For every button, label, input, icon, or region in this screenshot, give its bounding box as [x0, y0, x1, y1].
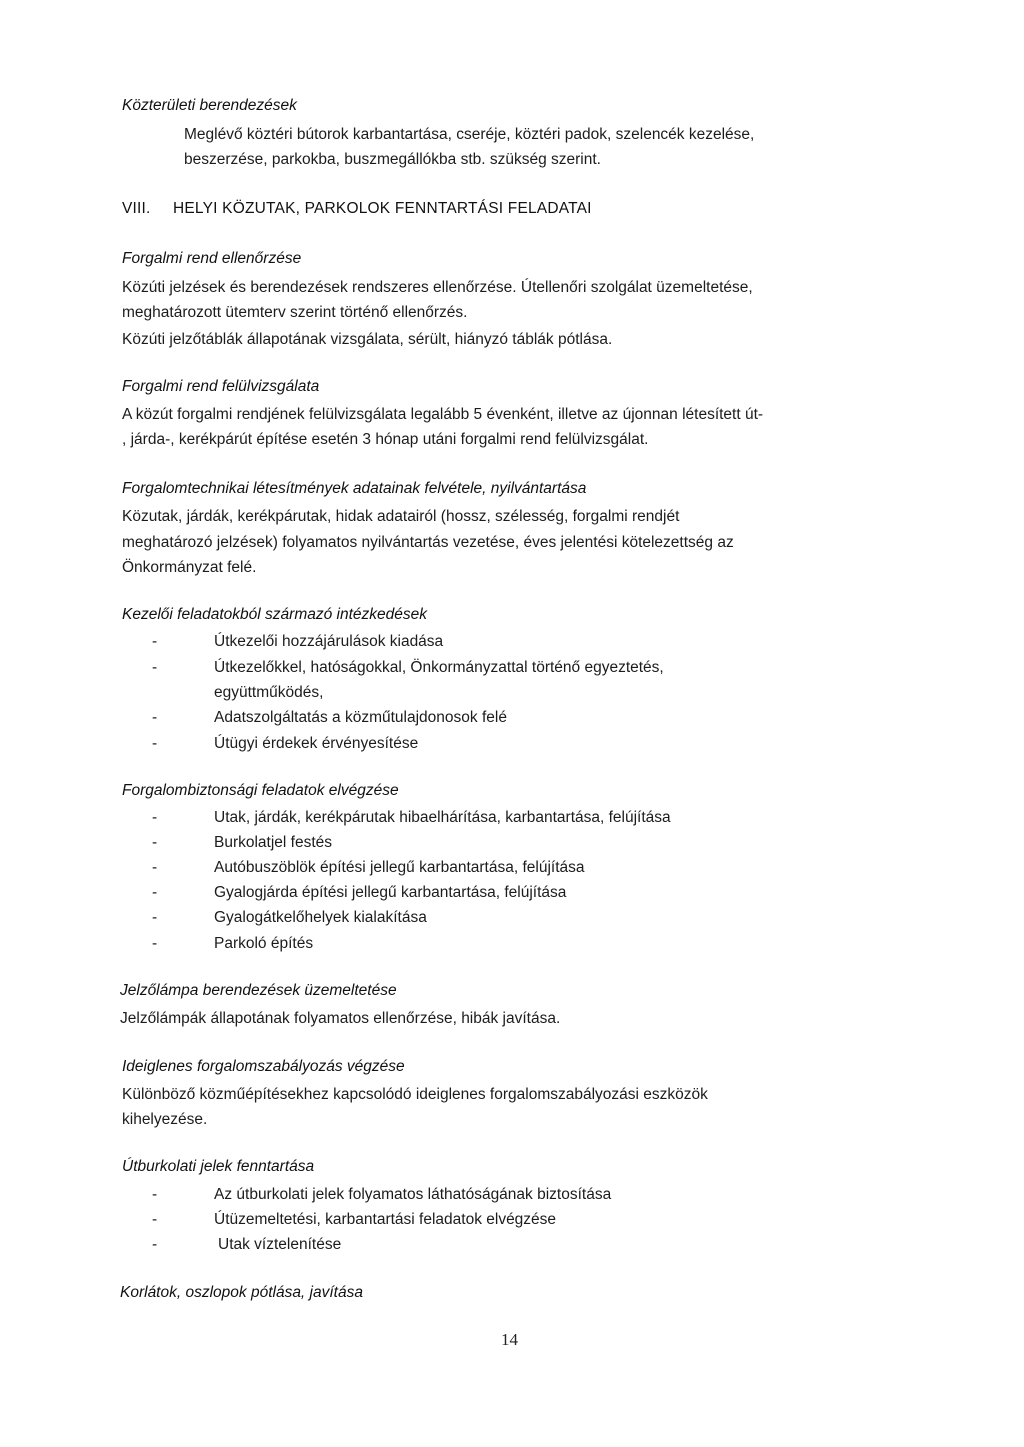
paragraph-line: Közúti jelzések és berendezések rendszeres ellenőrzése. Útellenőri szolgálat üzemeltetése,	[122, 279, 753, 296]
list-dash: -	[152, 935, 158, 952]
paragraph-line: meghatározott ütemterv szerint történő ellenőrzés.	[122, 304, 468, 321]
section-heading-utburkolati: Útburkolati jelek fenntartása	[122, 1158, 315, 1175]
list-item-continuation: együttműködés,	[214, 684, 324, 701]
list-dash: -	[152, 1186, 158, 1203]
list-item: Útügyi érdekek érvényesítése	[214, 735, 419, 752]
section-heading-kozteruleti: Közterületi berendezések	[122, 97, 297, 114]
list-item: Burkolatjel festés	[214, 834, 333, 851]
section-heading-forgalmi-rend-felulvizsgalata: Forgalmi rend felülvizsgálata	[122, 378, 320, 395]
list-dash: -	[152, 884, 158, 901]
list-item: Gyalogátkelőhelyek kialakítása	[214, 909, 427, 926]
chapter-number: VIII.	[122, 200, 151, 217]
list-item: Útkezelőkkel, hatóságokkal, Önkormányzattal történő egyeztetés,	[214, 659, 664, 676]
paragraph-line: meghatározó jelzések) folyamatos nyilvántartás vezetése, éves jelentési kötelezettség az	[122, 534, 734, 551]
section-heading-ideiglenes: Ideiglenes forgalomszabályozás végzése	[122, 1058, 405, 1075]
paragraph-line: Közúti jelzőtáblák állapotának vizsgálata, sérült, hiányzó táblák pótlása.	[122, 331, 613, 348]
paragraph-line: kihelyezése.	[122, 1111, 208, 1128]
list-dash: -	[152, 633, 158, 650]
section-heading-forgalmi-rend-ellenorzese: Forgalmi rend ellenőrzése	[122, 250, 302, 267]
list-dash: -	[152, 809, 158, 826]
section-heading-kezeloi: Kezelői feladatokból származó intézkedések	[122, 606, 428, 623]
paragraph-line: Meglévő köztéri bútorok karbantartása, cseréje, köztéri padok, szelencék kezelése,	[184, 126, 755, 143]
list-item: Gyalogjárda építési jellegű karbantartása, felújítása	[214, 884, 567, 901]
list-dash: -	[152, 659, 158, 676]
paragraph-line: Közutak, járdák, kerékpárutak, hidak adatairól (hossz, szélesség, forgalmi rendjét	[122, 508, 680, 525]
section-heading-jelzolampa: Jelzőlámpa berendezések üzemeltetése	[120, 982, 397, 999]
section-heading-korlatok: Korlátok, oszlopok pótlása, javítása	[120, 1284, 363, 1301]
list-dash: -	[152, 709, 158, 726]
list-dash: -	[152, 1236, 158, 1253]
section-heading-forgalombiztonsagi: Forgalombiztonsági feladatok elvégzése	[122, 782, 399, 799]
section-heading-forgalomtechnikai: Forgalomtechnikai létesítmények adatainak felvétele, nyilvántartása	[122, 480, 587, 497]
paragraph-line: Jelzőlámpák állapotának folyamatos ellenőrzése, hibák javítása.	[120, 1010, 561, 1027]
paragraph-line: Önkormányzat felé.	[122, 559, 257, 576]
list-item: Az útburkolati jelek folyamatos láthatóságának biztosítása	[214, 1186, 612, 1203]
list-item: Parkoló építés	[214, 935, 314, 952]
list-item: Útüzemeltetési, karbantartási feladatok elvégzése	[214, 1211, 557, 1228]
chapter-title: HELYI KÖZUTAK, PARKOLOK FENNTARTÁSI FELADATAI	[173, 200, 592, 217]
paragraph-line: Különböző közműépítésekhez kapcsolódó ideiglenes forgalomszabályozási eszközök	[122, 1086, 708, 1103]
paragraph-line: , járda-, kerékpárút építése esetén 3 hónap utáni forgalmi rend felülvizsgálat.	[122, 431, 649, 448]
list-item: Utak, járdák, kerékpárutak hibaelhárítása, karbantartása, felújítása	[214, 809, 671, 826]
list-dash: -	[152, 909, 158, 926]
page-number: 14	[501, 1330, 518, 1349]
list-item: Útkezelői hozzájárulások kiadása	[214, 633, 444, 650]
list-dash: -	[152, 834, 158, 851]
paragraph-line: beszerzése, parkokba, buszmegállókba stb. szükség szerint.	[184, 151, 601, 168]
paragraph-line: A közút forgalmi rendjének felülvizsgálata legalább 5 évenként, illetve az újonnan létesített út-	[122, 406, 764, 423]
list-item: Adatszolgáltatás a közműtulajdonosok felé	[214, 709, 507, 726]
list-dash: -	[152, 859, 158, 876]
list-dash: -	[152, 735, 158, 752]
list-item: Utak víztelenítése	[218, 1236, 342, 1253]
list-item: Autóbuszöblök építési jellegű karbantartása, felújítása	[214, 859, 585, 876]
list-dash: -	[152, 1211, 158, 1228]
